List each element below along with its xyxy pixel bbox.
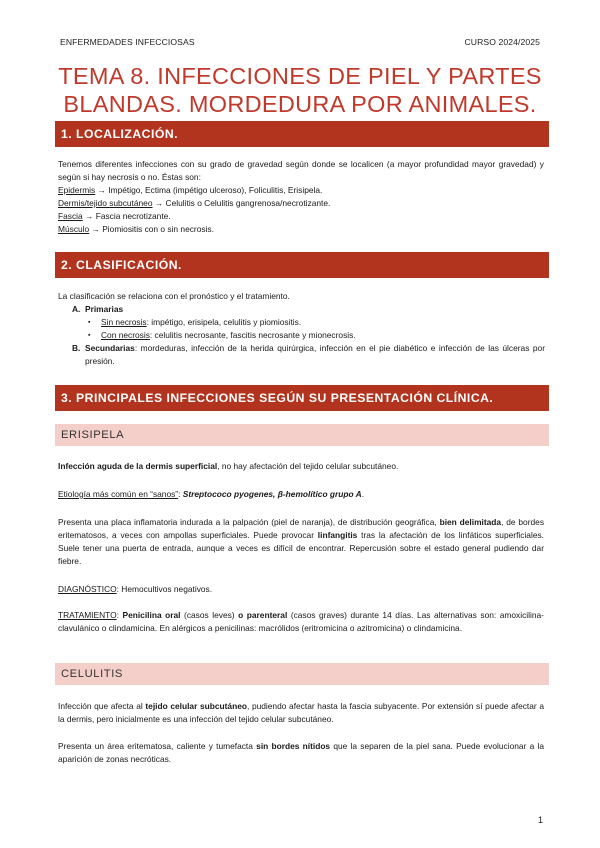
section-heading-clasificacion: 2. CLASIFICACIÓN.: [55, 252, 549, 278]
bullet-icon: ▪: [88, 319, 91, 326]
localizacion-item: Epidermis → Impétigo, Ectima (impétigo ulceroso), Foliculitis, Erisipela.: [58, 185, 323, 195]
header-course-name: ENFERMEDADES INFECCIOSAS: [60, 37, 195, 47]
section-heading-localizacion: 1. LOCALIZACIÓN.: [55, 121, 549, 147]
localizacion-intro: Tenemos diferentes infecciones con su grado de gravedad según donde se localicen (a mayor profundidad mayor gravedad) y según si hay necrosis o no. Éstas son:: [58, 159, 544, 182]
localizacion-item: Fascia → Fascia necrotizante.: [58, 211, 171, 221]
title-line-2: BLANDAS. MORDEDURA POR ANIMALES.: [63, 91, 537, 117]
erisipela-definition: Infección aguda de la dermis superficial, no hay afectación del tejido celular subcutáneo.: [58, 461, 399, 471]
subheading-erisipela: ERISIPELA: [55, 424, 549, 446]
header-year: CURSO 2024/2025: [464, 37, 540, 47]
list-marker-b: B.: [72, 343, 81, 353]
celulitis-description: Presenta un área eritematosa, caliente y tumefacta sin bordes nítidos que la separen de la piel sana. Puede evolucionar a la aparición de zonas necróticas.: [58, 741, 544, 764]
celulitis-definition: Infección que afecta al tejido celular subcutáneo, pudiendo afectar hasta la fascia subyacente. Por extensión sí puede afectar a la dermis, pero inicialmente es una infección del tejido celular subcutáneo.: [58, 701, 544, 724]
title-line-1: TEMA 8. INFECCIONES DE PIEL Y PARTES: [58, 63, 542, 89]
list-marker-a: A.: [72, 304, 81, 314]
localizacion-item: Dermis/tejido subcutáneo → Celulitis o Celulitis gangrenosa/necrotizante.: [58, 198, 331, 208]
bullet-icon: ▪: [88, 332, 91, 339]
con-necrosis-item: Con necrosis: celulitis necrosante, fascitis necrosante y mionecrosis.: [101, 330, 356, 340]
page-number: 1: [537, 815, 543, 825]
primarias-label: Primarias: [85, 304, 124, 314]
localizacion-item: Músculo → Piomiositis con o sin necrosis.: [58, 224, 214, 234]
erisipela-description: Presenta una placa inflamatoria indurada a la palpación (piel de naranja), de distribución geográfica, bien delimitada, de bordes eritematosos, a veces con ampollas superficiales. Puede provocar linfangitis tras la afectación de los linfáticos superficiales. Suele tener una puerta de entrada, aunque a veces es difícil de encontrar. Repercusión sobre el estado general pudiendo dar fiebre.: [58, 517, 545, 566]
secundarias-item: Secundarias: mordeduras, infección de la herida quirúrgica, infección en el pie diabético e infección de las úlceras por presión.: [85, 343, 545, 366]
section-heading-presentacion-clinica: 3. PRINCIPALES INFECCIONES SEGÚN SU PRESENTACIÓN CLÍNICA.: [55, 385, 549, 411]
erisipela-tratamiento: TRATAMIENTO: Penicilina oral (casos leves) o parenteral (casos graves) durante 14 días. Las alternativas son: amoxicilina-clavulánico o clindamicina. En alérgicos a penicilinas: macrólidos (eritromicina o azitromicina) o clindamicina.: [58, 610, 544, 633]
subheading-celulitis: CELULITIS: [55, 663, 549, 685]
clasificacion-intro: La clasificación se relaciona con el pronóstico y el tratamiento.: [58, 291, 290, 301]
sin-necrosis-item: Sin necrosis: impétigo, erisipela, celulitis y piomiositis.: [101, 317, 302, 327]
page-title: [40, 62, 560, 118]
erisipela-etiologia: Etiología más común en “sanos”: Streptococo pyogenes, β-hemolítico grupo A.: [58, 489, 365, 499]
erisipela-diagnostico: DIAGNÓSTICO: Hemocultivos negativos.: [58, 584, 213, 594]
running-header: [60, 37, 540, 47]
